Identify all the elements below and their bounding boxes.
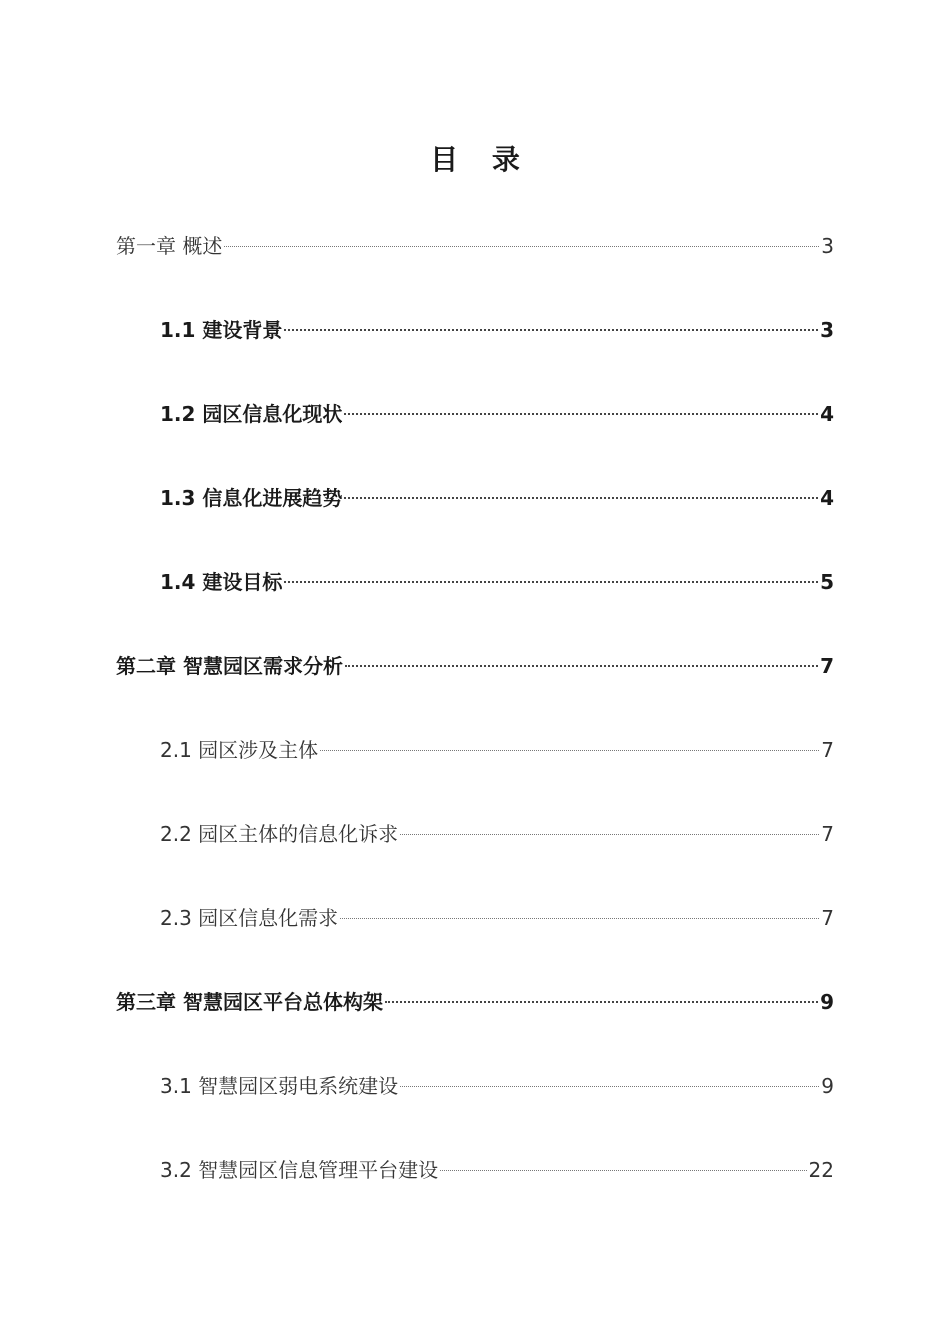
toc-entry[interactable] bbox=[116, 226, 834, 266]
toc-entry-title: 2.3 园区信息化需求 bbox=[160, 906, 339, 930]
toc-leader-dots bbox=[440, 1170, 806, 1171]
toc-leader-dots bbox=[320, 750, 819, 751]
toc-entry-title: 1.3 信息化进展趋势 bbox=[160, 486, 343, 510]
page-title: 目 录 bbox=[430, 143, 532, 176]
toc-leader-dots bbox=[345, 665, 818, 667]
toc-entry[interactable] bbox=[116, 646, 834, 686]
toc-entry-page: 7 bbox=[821, 738, 834, 762]
toc-entry-title: 2.2 园区主体的信息化诉求 bbox=[160, 822, 399, 846]
toc-entry-page: 7 bbox=[821, 906, 834, 930]
toc-entry-title: 第三章 智慧园区平台总体构架 bbox=[116, 990, 383, 1014]
toc-leader-dots bbox=[224, 246, 819, 247]
toc-entry-page: 3 bbox=[820, 318, 834, 342]
toc-entry-title: 1.1 建设背景 bbox=[160, 318, 283, 342]
toc-leader-dots bbox=[284, 329, 818, 331]
toc-entry-page: 3 bbox=[821, 234, 834, 258]
toc-entry[interactable] bbox=[116, 982, 834, 1022]
toc-entry[interactable] bbox=[160, 898, 834, 938]
toc-entry-title: 3.2 智慧园区信息管理平台建设 bbox=[160, 1158, 439, 1182]
toc-entry[interactable] bbox=[160, 730, 834, 770]
toc-entry-page: 5 bbox=[820, 570, 834, 594]
toc-entry-page: 22 bbox=[808, 1158, 834, 1182]
toc-entry-page: 9 bbox=[821, 1074, 834, 1098]
toc-leader-dots bbox=[344, 413, 818, 415]
toc-entry[interactable] bbox=[160, 394, 834, 434]
toc-entry-title: 1.2 园区信息化现状 bbox=[160, 402, 343, 426]
toc-entry[interactable] bbox=[160, 310, 834, 350]
toc-entry[interactable] bbox=[160, 562, 834, 602]
toc-leader-dots bbox=[385, 1001, 818, 1003]
toc-entry[interactable] bbox=[160, 478, 834, 518]
toc-entry-page: 4 bbox=[820, 402, 834, 426]
toc-entry-title: 3.1 智慧园区弱电系统建设 bbox=[160, 1074, 399, 1098]
toc-entry[interactable] bbox=[160, 1066, 834, 1106]
toc-leader-dots bbox=[400, 1086, 819, 1087]
toc-entry-title: 第二章 智慧园区需求分析 bbox=[116, 654, 343, 678]
toc-leader-dots bbox=[400, 834, 819, 835]
toc-entry[interactable] bbox=[160, 814, 834, 854]
toc-leader-dots bbox=[344, 497, 818, 499]
toc-entry-page: 9 bbox=[820, 990, 834, 1014]
toc-entry-page: 7 bbox=[821, 822, 834, 846]
toc-entry[interactable] bbox=[160, 1150, 834, 1190]
toc-leader-dots bbox=[284, 581, 818, 583]
toc-entry-title: 第一章 概述 bbox=[116, 234, 223, 258]
toc-leader-dots bbox=[340, 918, 819, 919]
toc-entry-page: 7 bbox=[820, 654, 834, 678]
toc-entry-title: 2.1 园区涉及主体 bbox=[160, 738, 319, 762]
toc-entry-title: 1.4 建设目标 bbox=[160, 570, 283, 594]
toc-entry-page: 4 bbox=[820, 486, 834, 510]
